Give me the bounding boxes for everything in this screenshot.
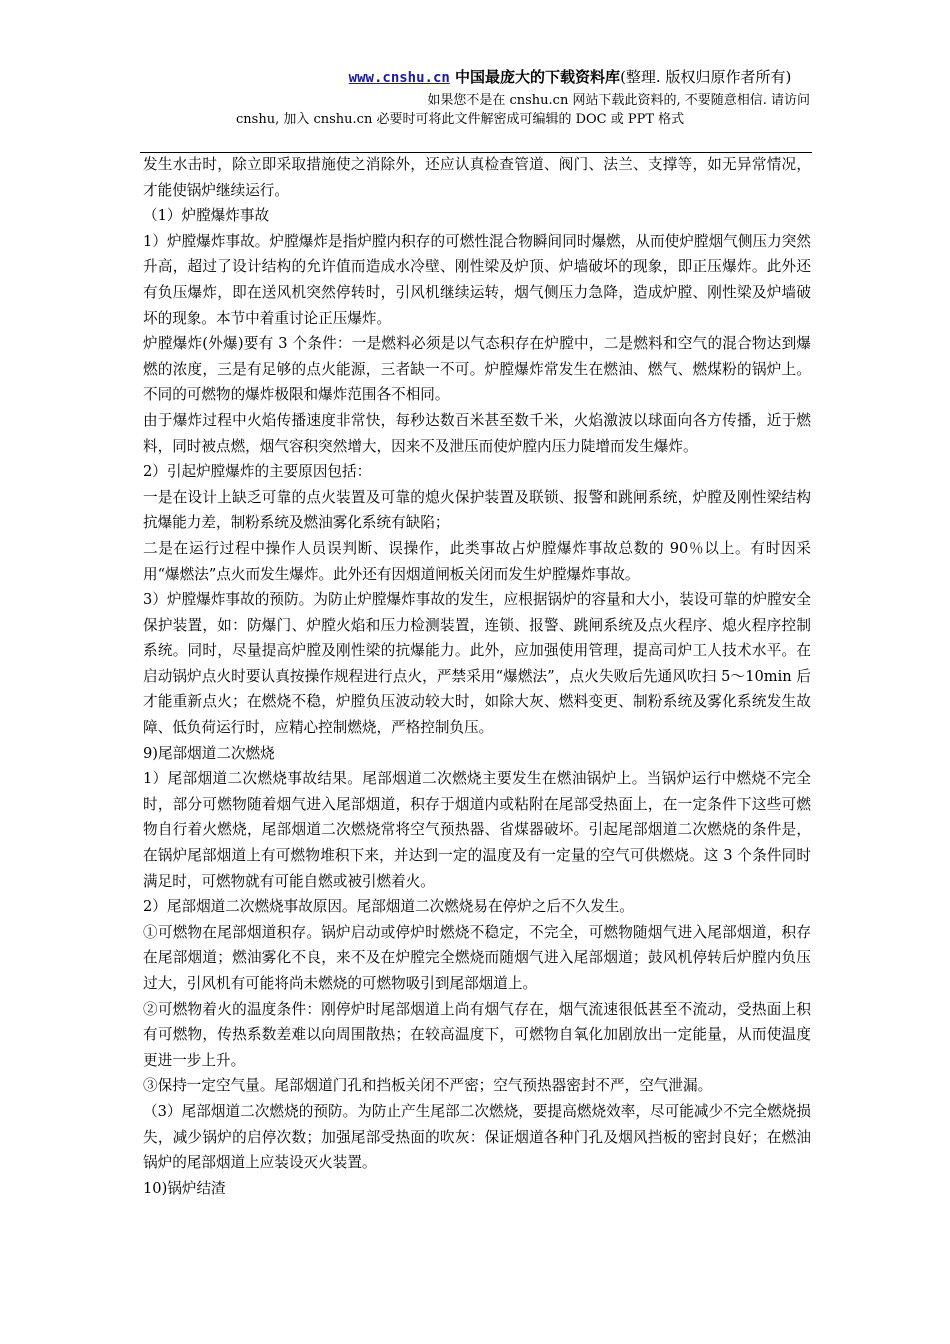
document-body [143,152,811,1201]
paragraph: ③保持一定空气量。尾部烟道门孔和挡板关闭不严密；空气预热器密封不严，空气泄漏。 [143,1077,713,1095]
paragraph: ②可燃物着火的温度条件：刚停炉时尾部烟道上尚有烟气存在，烟气流速很低甚至不流动，受热面上积有可燃物，传热系数差难以向周围散热；在较高温度下，可燃物自氧化加剧放出一定能量，从而使温度更进一步上升。 [143,1000,811,1069]
paragraph: 1）炉膛爆炸事故。炉膛爆炸是指炉膛内积存的可燃性混合物瞬间同时爆燃，从而使炉膛烟气侧压力突然升高，超过了设计结构的允许值而造成水冷壁、刚性梁及炉顶、炉墙破坏的现象，即正压爆炸。此外还有负压爆炸，即在送风机突然停转时，引风机继续运转，烟气侧压力急降，造成炉膛、刚性梁及炉墙破坏的现象。本节中着重讨论正压爆炸。 [143,232,811,327]
site-link[interactable]: www.cnshu.cn [348,70,450,86]
paragraph: 3）炉膛爆炸事故的预防。为防止炉膛爆炸事故的发生，应根据锅炉的容量和大小，装设可靠的炉膛安全保护装置，如：防爆门、炉膛火焰和压力检测装置，连锁、报警、跳闸系统及点火程序、熄火程序控制系统。同时，尽量提高炉膛及刚性梁的抗爆能力。此外，应加强使用管理，提高司炉工人技术水平。在启动锅炉点火时要认真按操作规程进行点火，严禁采用“爆燃法”，点火失败后先通风吹扫 5～10min 后才能重新点火；在燃烧不稳，炉膛负压波动较大时，如除大灰、燃料变更、制粉系统及雾化系统发生故障、低负荷运行时，应精心控制燃烧，严格控制负压。 [143,591,811,737]
paragraph: （3）尾部烟道二次燃烧的预防。为防止产生尾部二次燃烧，要提高燃烧效率，尽可能减少不完全燃烧损失，减少锅炉的启停次数；加强尾部受热面的吹灰：保证烟道各种门孔及烟风挡板的密封良好；在燃油锅炉的尾部烟道上应装设灭火装置。 [143,1102,811,1172]
header-title-line [140,66,810,89]
header-notice-line1: 如果您不是在 cnshu.cn 网站下载此资料的, 不要随意相信. 请访问 [427,93,810,108]
paragraph: 一是在设计上缺乏可靠的点火装置及可靠的熄火保护装置及联锁、报警和跳闸系统，炉膛及刚性梁结构抗爆能力差，制粉系统及燃油雾化系统有缺陷； [143,488,811,532]
paragraph: 1）尾部烟道二次燃烧事故结果。尾部烟道二次燃烧主要发生在燃油锅炉上。当锅炉运行中燃烧不完全时，部分可燃物随着烟气进入尾部烟道，积存于烟道内或粘附在尾部受热面上，在一定条件下这些可燃物自行着火燃烧，尾部烟道二次燃烧常将空气预热器、省煤器破坏。引起尾部烟道二次燃烧的条件是，在锅炉尾部烟道上有可燃物堆积下来，并达到一定的温度及有一定量的空气可供燃烧。这 3 个条件同时满足时，可燃物就有可能自燃或被引燃着火。 [143,770,811,890]
header-title-rest: (整理. 版权归原作者所有) [620,68,792,86]
paragraph: 二是在运行过程中操作人员误判断、误操作，此类事故占炉膛爆炸事故总数的 90％以上。有时因采用“爆燃法”点火而发生爆炸。此外还有因烟道闸板关闭而发生炉膛爆炸事故。 [143,539,811,583]
paragraph: ①可燃物在尾部烟道积存。锅炉启动或停炉时燃烧不稳定，不完全，可燃物随烟气进入尾部烟道，积存在尾部烟道；燃油雾化不良，来不及在炉膛完全燃烧而随烟气进入尾部烟道；鼓风机停转后炉膛内负压过大，引风机有可能将尚未燃烧的可燃物吸引到尾部烟道上。 [143,923,811,992]
header-notice-line2: cnshu, 加入 cnshu.cn 必要时可将此文件解密成可编辑的 DOC 或 PPT 格式 [236,112,685,127]
section-heading: 9)尾部烟道二次燃烧 [143,744,275,762]
paragraph: 炉膛爆炸(外爆)要有 3 个条件：一是燃料必须是以气态积存在炉膛中，二是燃料和空气的混合物达到爆燃的浓度，三是有足够的点火能源，三者缺一不可。炉膛爆炸常发生在燃油、燃气、燃煤粉的锅炉上。不同的可燃物的爆炸极限和爆炸范围各不相同。 [143,335,811,404]
paragraph: 发生水击时，除立即采取措施使之消除外，还应认真检查管道、阀门、法兰、支撑等，如无异常情况，才能使锅炉继续运行。 [143,156,811,199]
page-header [140,66,810,129]
section-heading: （1）炉膛爆炸事故 [143,207,270,225]
header-title-bold: 中国最庞大的下载资料库 [449,68,621,86]
paragraph: 2）引起炉膛爆炸的主要原因包括： [143,463,372,481]
section-heading: 10)锅炉结渣 [143,1179,226,1197]
paragraph: 由于爆炸过程中火焰传播速度非常快，每秒达数百米甚至数千米，火焰激波以球面向各方传播，近于燃料，同时被点燃，烟气容积突然增大，因来不及泄压而使炉膛内压力陡增而发生爆炸。 [143,411,811,455]
paragraph: 2）尾部烟道二次燃烧事故原因。尾部烟道二次燃烧易在停炉之后不久发生。 [143,898,634,916]
